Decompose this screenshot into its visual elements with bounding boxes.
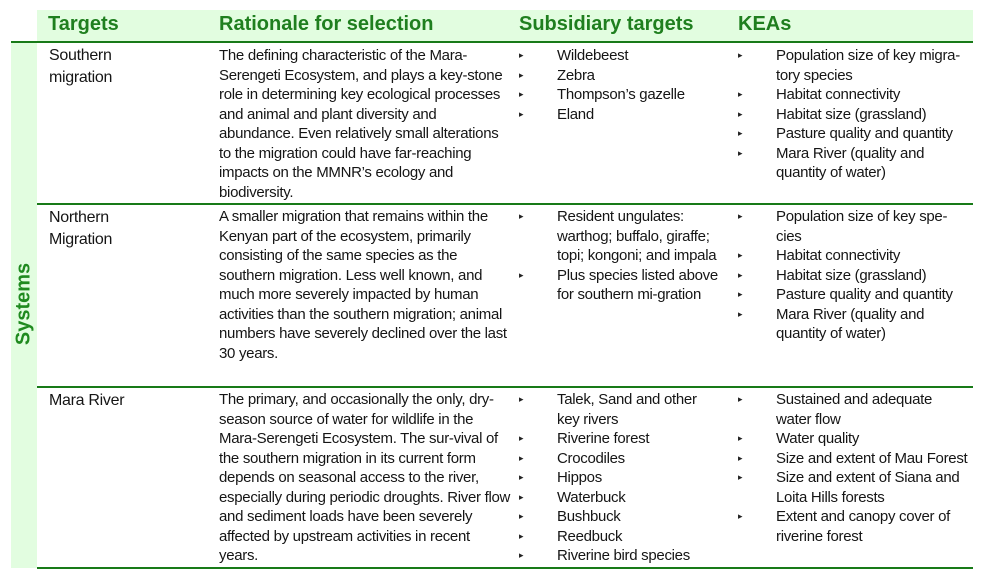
triangle-bullet-icon: ▸	[738, 211, 743, 221]
triangle-bullet-icon: ▸	[738, 452, 743, 463]
header-rationale: Rationale for selection	[219, 13, 434, 35]
list-item	[519, 429, 719, 449]
list-item-text: Reedbuck	[557, 527, 623, 545]
triangle-bullet-icon: ▸	[738, 289, 743, 299]
list-item-text: Bushbuck	[557, 508, 621, 525]
list-item-text: Size and extent of Mau Forest	[776, 449, 968, 467]
list-item-text: Habitat connectivity	[776, 247, 901, 264]
list-item	[519, 266, 719, 305]
triangle-bullet-icon: ▸	[738, 147, 743, 158]
triangle-bullet-icon: ▸	[738, 89, 743, 99]
list-item	[519, 468, 719, 488]
target-cell: Southern migration	[49, 47, 113, 86]
triangle-bullet-icon: ▸	[519, 433, 524, 443]
triangle-bullet-icon: ▸	[738, 472, 743, 482]
list-item-text: Mara River (quality and quantity of water)	[776, 144, 925, 181]
subsidiary-list	[519, 390, 719, 566]
triangle-bullet-icon: ▸	[519, 452, 524, 463]
list-item	[519, 85, 719, 105]
triangle-bullet-icon: ▸	[519, 211, 524, 221]
list-item	[738, 390, 970, 429]
list-item-text: Pasture quality and quantity	[776, 286, 953, 303]
list-item-text: Waterbuck	[557, 488, 626, 506]
row-group-label: Systems	[12, 262, 35, 346]
list-item-text: Hippos	[557, 469, 602, 486]
list-item	[738, 507, 970, 546]
triangle-bullet-icon: ▸	[738, 108, 743, 119]
list-item-text: Extent and canopy cover of riverine forest	[776, 508, 950, 545]
target-cell: Mara River	[49, 392, 125, 409]
list-item	[738, 449, 970, 469]
list-item-text: Crocodiles	[557, 449, 625, 467]
list-item-text: Water quality	[776, 430, 860, 447]
triangle-bullet-icon: ▸	[519, 530, 524, 541]
list-item-text: Size and extent of Siana and Loita Hills forests	[776, 469, 960, 506]
list-item	[738, 105, 970, 125]
list-item	[519, 546, 719, 566]
triangle-bullet-icon: ▸	[738, 269, 743, 280]
kea-list	[738, 207, 970, 344]
list-item-text: Talek, Sand and other key rivers	[557, 391, 697, 428]
header-band	[37, 10, 973, 42]
triangle-bullet-icon: ▸	[519, 394, 524, 404]
rationale-cell: The primary, and occasionally the only, dry-season source of water for wildlife in the Mara-Serengeti Ecosystem. The sur-vival of the southern migration in its current form depends on seasonal access to the river, especially during periodic droughts. River flow and sediment loads have been severely affected by upstream activities in recent years.	[219, 391, 511, 564]
list-item	[519, 507, 719, 527]
list-item	[738, 266, 970, 286]
triangle-bullet-icon: ▸	[519, 550, 524, 560]
header-subsidiary: Subsidiary targets	[519, 13, 694, 35]
list-item-text: Zebra	[557, 66, 595, 84]
list-item	[738, 207, 970, 246]
triangle-bullet-icon: ▸	[519, 472, 524, 482]
triangle-bullet-icon: ▸	[519, 69, 524, 80]
list-item	[738, 429, 970, 449]
triangle-bullet-icon: ▸	[738, 50, 743, 60]
list-item	[738, 144, 970, 183]
list-item-text: Pasture quality and quantity	[776, 125, 953, 142]
list-item	[738, 285, 970, 305]
triangle-bullet-icon: ▸	[738, 433, 743, 443]
list-item	[519, 527, 719, 547]
triangle-bullet-icon: ▸	[738, 394, 743, 404]
list-item-text: Habitat connectivity	[776, 86, 901, 103]
triangle-bullet-icon: ▸	[519, 511, 524, 521]
triangle-bullet-icon: ▸	[738, 128, 743, 138]
row-divider	[37, 386, 973, 388]
list-item	[519, 207, 719, 266]
list-item	[738, 305, 970, 344]
list-item-text: Habitat size (grassland)	[776, 266, 927, 284]
list-item	[519, 66, 719, 86]
triangle-bullet-icon: ▸	[738, 250, 743, 260]
list-item-text: Eland	[557, 105, 594, 123]
triangle-bullet-icon: ▸	[519, 108, 524, 119]
triangle-bullet-icon: ▸	[519, 89, 524, 99]
rationale-cell: The defining characteristic of the Mara-Serengeti Ecosystem, and plays a key-stone role in determining key ecological processes and animal and plant diversity and abundance. Even relatively small alterations to the migration could have far-reaching impacts on the MMNR’s ecology and biodiversity.	[219, 47, 503, 201]
list-item	[738, 246, 970, 266]
list-item-text: Population size of key spe-cies	[776, 208, 948, 245]
list-item	[519, 105, 719, 125]
triangle-bullet-icon: ▸	[519, 269, 524, 280]
list-item-text: Thompson’s gazelle	[557, 86, 685, 103]
kea-list	[738, 390, 970, 546]
row-divider	[37, 203, 973, 205]
subsidiary-list	[519, 207, 719, 305]
header-rule	[11, 41, 973, 43]
table-bottom-rule	[37, 567, 973, 569]
list-item	[738, 46, 970, 85]
list-item-text: Resident ungulates: warthog; buffalo, giraffe; topi; kongoni; and impala	[557, 208, 717, 264]
list-item-text: Sustained and adequate water flow	[776, 391, 933, 428]
subsidiary-list	[519, 46, 719, 124]
list-item	[519, 488, 719, 508]
list-item	[519, 449, 719, 469]
list-item-text: Wildebeest	[557, 47, 629, 64]
list-item	[738, 124, 970, 144]
list-item-text: Population size of key migra-tory species	[776, 47, 960, 84]
rationale-cell: A smaller migration that remains within the Kenyan part of the ecosystem, primarily consisting of the same species as the southern migration. Less well known, and much more severely impacted by human activities than the southern migration; animal numbers have severely declined over the last 30 years.	[219, 208, 507, 362]
kea-list	[738, 46, 970, 183]
target-cell: Northern Migration	[49, 209, 113, 248]
list-item	[738, 85, 970, 105]
list-item-text: Plus species listed above for southern mi-gration	[557, 266, 718, 303]
list-item	[738, 468, 970, 507]
triangle-bullet-icon: ▸	[519, 50, 524, 60]
header-targets: Targets	[48, 13, 119, 35]
list-item	[519, 390, 719, 429]
list-item-text: Riverine bird species	[557, 547, 690, 564]
list-item	[519, 46, 719, 66]
list-item-text: Habitat size (grassland)	[776, 105, 927, 123]
list-item-text: Mara River (quality and quantity of water)	[776, 305, 925, 342]
list-item-text: Riverine forest	[557, 430, 650, 447]
header-keas: KEAs	[738, 13, 792, 35]
triangle-bullet-icon: ▸	[738, 308, 743, 319]
triangle-bullet-icon: ▸	[519, 491, 524, 502]
triangle-bullet-icon: ▸	[738, 511, 743, 521]
